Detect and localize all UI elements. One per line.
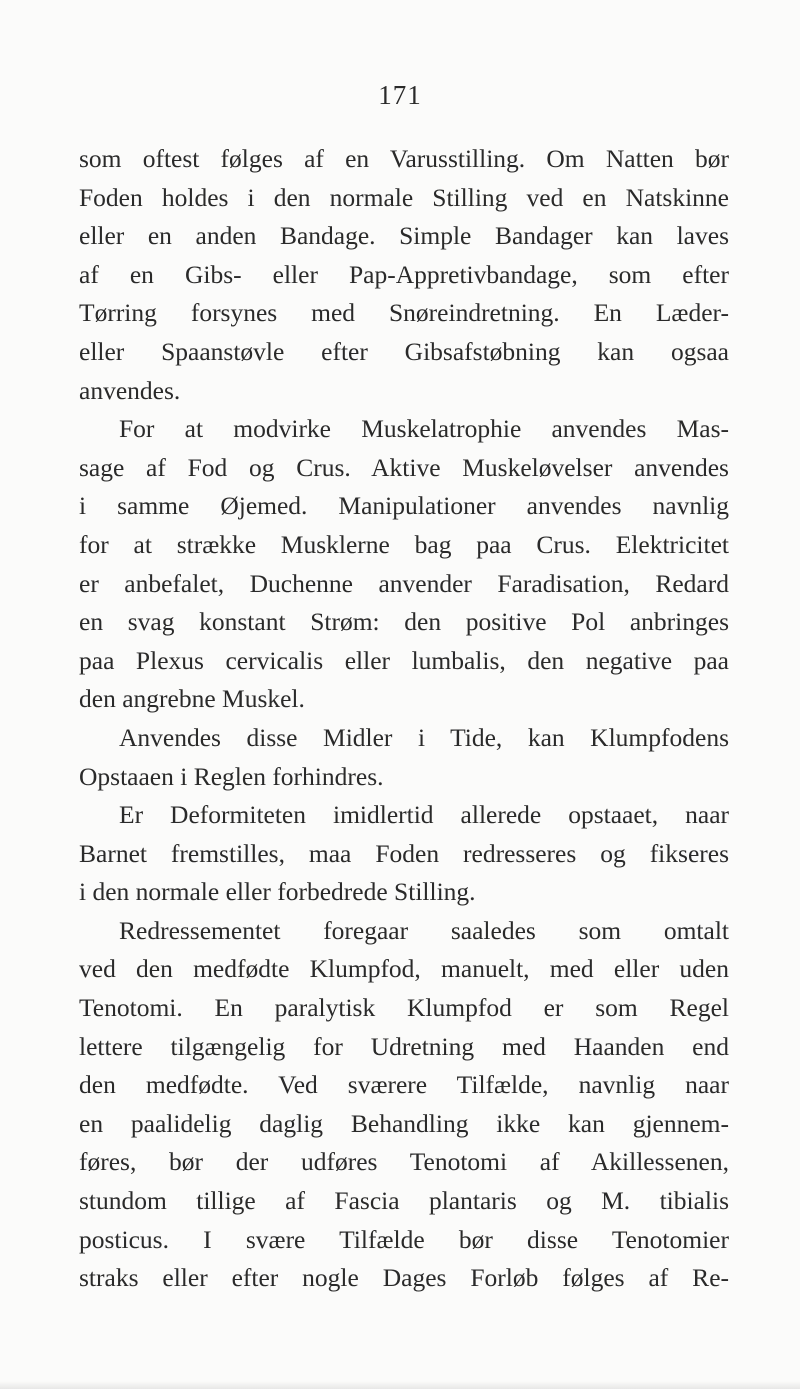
page-bottom-edge — [0, 1381, 800, 1389]
text-line: en svag konstant Strøm: den positive Pol anbringes — [79, 607, 729, 637]
text-line: Redressementet foregaar saaledes som omtalt — [119, 915, 729, 945]
text-line: er anbefalet, Duchenne anvender Faradisation, Redard — [79, 568, 729, 598]
text-line: eller en anden Bandage. Simple Bandager kan laves — [79, 221, 729, 251]
text-line: paa Plexus cervicalis eller lumbalis, den negative paa — [79, 645, 729, 675]
text-line: straks eller efter nogle Dages Forløb følges af Re- — [79, 1263, 729, 1293]
text-line: Foden holdes i den normale Stilling ved en Natskinne — [79, 182, 729, 212]
text-line: For at modvirke Muskelatrophie anvendes Mas- — [119, 414, 729, 444]
text-line: af en Gibs- eller Pap-Appretivbandage, som efter — [79, 259, 729, 289]
text-line: føres, bør der udføres Tenotomi af Akillessenen, — [79, 1147, 729, 1177]
text-line: Anvendes disse Midler i Tide, kan Klumpfodens — [119, 722, 729, 752]
text-line: anvendes. — [79, 375, 181, 405]
text-line: posticus. I svære Tilfælde bør disse Tenotomier — [79, 1224, 729, 1254]
text-line: en paalidelig daglig Behandling ikke kan gjennem- — [79, 1108, 729, 1138]
text-line: i den normale eller forbedrede Stilling. — [79, 877, 476, 907]
text-line: den medfødte. Ved sværere Tilfælde, navnlig naar — [79, 1070, 729, 1100]
text-line: sage af Fod og Crus. Aktive Muskeløvelser anvendes — [79, 452, 729, 482]
page-number: 171 — [378, 80, 422, 110]
text-line: Opstaaen i Reglen forhindres. — [79, 761, 384, 791]
text-line: for at strække Musklerne bag paa Crus. Elektricitet — [79, 529, 729, 559]
text-line: Tenotomi. En paralytisk Klumpfod er som Regel — [79, 993, 729, 1023]
text-line: Barnet fremstilles, maa Foden redresseres og fikseres — [79, 838, 729, 868]
text-line: ved den medfødte Klumpfod, manuelt, med eller uden — [79, 954, 729, 984]
text-line: som oftest følges af en Varusstilling. Om Natten bør — [79, 144, 729, 173]
text-line: i samme Øjemed. Manipulationer anvendes navnlig — [79, 491, 729, 521]
text-line: Er Deformiteten imidlertid allerede opstaaet, naar — [119, 800, 729, 830]
text-line: lettere tilgængelig for Udretning med Haanden end — [79, 1031, 729, 1061]
text-line: stundom tillige af Fascia plantaris og M. tibialis — [79, 1186, 729, 1216]
body-text — [79, 140, 729, 1298]
text-line: eller Spaanstøvle efter Gibsafstøbning kan ogsaa — [79, 336, 729, 366]
text-line: Tørring forsynes med Snøreindretning. En Læder- — [79, 298, 729, 328]
text-line: den angrebne Muskel. — [79, 684, 305, 714]
